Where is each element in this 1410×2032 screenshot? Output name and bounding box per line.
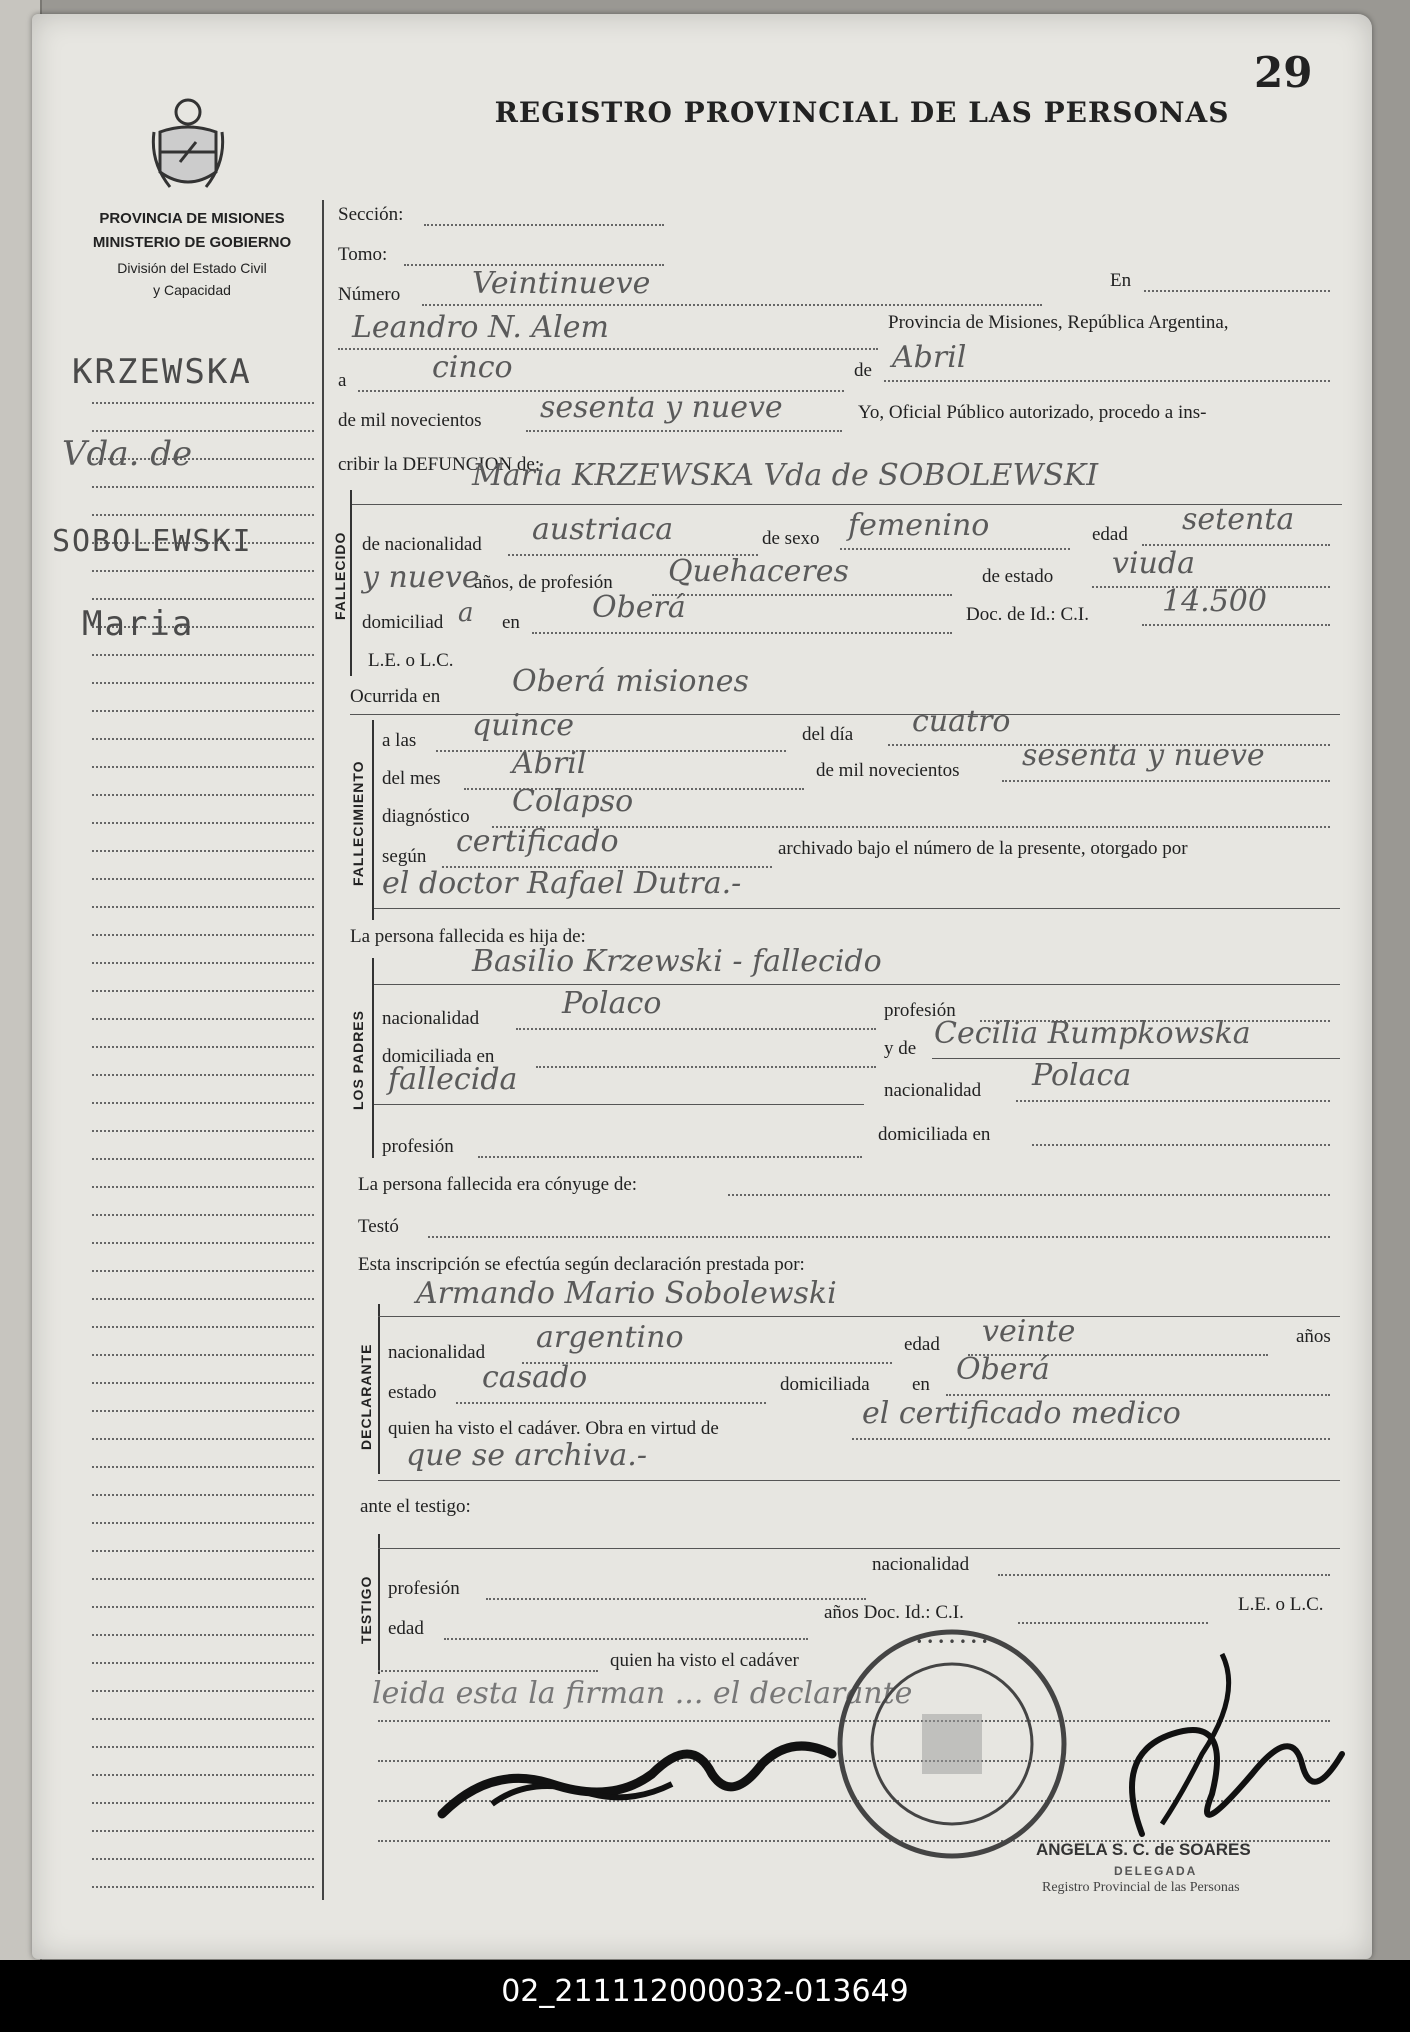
- quien-visto-label: quien ha visto el cadáver. Obra en virtud de: [388, 1418, 719, 1439]
- decl-en-label: en: [912, 1374, 930, 1395]
- virtud-value: el certificado medico: [862, 1396, 1181, 1431]
- testigo-edad-line: [444, 1638, 808, 1640]
- side-label-fallecimiento: FALLECIMIENTO: [350, 760, 366, 886]
- testigo-bracket: [378, 1534, 380, 1674]
- sexo-value: femenino: [848, 508, 990, 543]
- margin-rule-line: [92, 1774, 314, 1776]
- lugar-value: Leandro N. Alem: [352, 310, 609, 345]
- numero-label: Número: [338, 284, 401, 305]
- margin-rule-line: [92, 738, 314, 740]
- padre-dom-label: domiciliada en: [382, 1046, 495, 1067]
- margin-rule-line: [92, 878, 314, 880]
- del-dia-label: del día: [802, 724, 854, 745]
- archivado-label: archivado bajo el número de la presente, otorgado por: [778, 838, 1188, 859]
- margin-rule-line: [92, 1718, 314, 1720]
- dia-f-value: cuatro: [912, 704, 1011, 739]
- provincia-label: Provincia de Misiones, República Argentina,: [888, 312, 1229, 333]
- madre-prof-label: profesión: [382, 1136, 454, 1157]
- tomo-label: Tomo:: [338, 244, 388, 265]
- testo-label: Testó: [358, 1216, 399, 1237]
- margin-note-second-surname: SOBOLEWSKI: [52, 524, 253, 559]
- padre-line: [374, 984, 1340, 985]
- edad-b-value: y nueve: [362, 560, 480, 595]
- testigo-nac-line: [998, 1574, 1330, 1576]
- edad-a-value: setenta: [1182, 502, 1295, 537]
- domiciliad-suffix: a: [458, 598, 474, 628]
- domiciliad-label: domiciliad: [362, 612, 444, 633]
- madre-line: [932, 1058, 1340, 1059]
- edad-label: edad: [1092, 524, 1128, 545]
- oficial-label: Yo, Oficial Público autorizado, procedo a ins-: [858, 402, 1207, 423]
- side-label-padres: LOS PADRES: [350, 1010, 366, 1110]
- dia-value: cinco: [432, 350, 513, 385]
- official-seal-icon: [832, 1624, 1072, 1864]
- coat-of-arms-icon: [150, 92, 226, 202]
- stamp-name: ANGELA S. C. de SOARES: [1036, 1840, 1251, 1859]
- margin-rule-line: [92, 514, 314, 516]
- anio-f-value: sesenta y nueve: [1022, 738, 1265, 773]
- estado-value: viuda: [1112, 546, 1195, 581]
- domicilio-en-label: en: [502, 612, 520, 633]
- decl-dom-value: Oberá: [956, 1352, 1050, 1387]
- madre-prof-line: [478, 1156, 862, 1158]
- mes-f-value: Abril: [512, 746, 587, 781]
- margin-rule-line: [92, 1550, 314, 1552]
- margin-divider: [322, 200, 324, 1900]
- cierre-value: leida esta la firman ... el declarante: [372, 1676, 913, 1711]
- margin-rule-line: [92, 850, 314, 852]
- padre-dom-line: [536, 1066, 876, 1068]
- margin-rule-line: [92, 654, 314, 656]
- diagnostico-value: Colapso: [512, 784, 634, 819]
- margin-rule-line: [92, 1214, 314, 1216]
- conyuge-label: La persona fallecida era cónyuge de:: [358, 1174, 638, 1195]
- testigo-lelc-label: L.E. o L.C.: [1238, 1594, 1324, 1615]
- madre-dom-line: [374, 1104, 864, 1105]
- margin-rule-line: [92, 1830, 314, 1832]
- margin-rule-line: [92, 1522, 314, 1524]
- profesion-value: Quehaceres: [668, 554, 849, 589]
- madre-nac-line: [1016, 1100, 1330, 1102]
- margin-rule-line: [92, 1186, 314, 1188]
- margin-rule-line: [92, 1886, 314, 1888]
- doc-id-label: Doc. de Id.: C.I.: [966, 604, 1089, 625]
- margin-rule-line: [92, 990, 314, 992]
- a-las-label: a las: [382, 730, 417, 751]
- lugar-line: [338, 348, 878, 350]
- numero-line: [422, 304, 1042, 306]
- de-label: de: [854, 360, 872, 381]
- margin-rule-line: [92, 1270, 314, 1272]
- madre-nac-value: Polaca: [1032, 1058, 1132, 1093]
- nacionalidad-value: austriaca: [532, 512, 674, 547]
- page-title: REGISTRO PROVINCIAL DE LAS PERSONAS: [494, 96, 1230, 129]
- margin-rule-line: [92, 486, 314, 488]
- sexo-line: [840, 548, 1070, 550]
- margin-rule-line: [92, 1130, 314, 1132]
- margin-rule-line: [92, 1018, 314, 1020]
- padre-prof-label: profesión: [884, 1000, 956, 1021]
- testigo-prof-line: [486, 1598, 866, 1600]
- margin-rule-line: [92, 1746, 314, 1748]
- margin-rule-line: [92, 1494, 314, 1496]
- hora-line: [436, 750, 786, 752]
- margin-rule-line: [92, 766, 314, 768]
- side-label-testigo: TESTIGO: [358, 1575, 374, 1644]
- numero-value: Veintinueve: [472, 266, 651, 301]
- quien-visto2-label: quien ha visto el cadáver: [610, 1650, 799, 1671]
- inscripcion-label: Esta inscripción se efectúa según declaración prestada por:: [358, 1254, 805, 1275]
- anio-value: sesenta y nueve: [540, 390, 783, 425]
- margin-rule-line: [92, 402, 314, 404]
- margin-rule-line: [92, 1354, 314, 1356]
- margin-rule-line: [92, 906, 314, 908]
- virtud2-line: [378, 1480, 1340, 1481]
- image-id: 02_211112000032-013649: [501, 1974, 909, 2009]
- decl-estado-label: estado: [388, 1382, 437, 1403]
- en-line: [1144, 290, 1330, 292]
- madre-value: Cecilia Rumpkowska: [934, 1016, 1251, 1051]
- declarante-value: Armando Mario Sobolewski: [416, 1276, 837, 1311]
- de-mil-label: de mil novecientos: [338, 410, 482, 431]
- medico-value: el doctor Rafael Dutra.-: [382, 866, 742, 901]
- padres-bracket: [372, 958, 374, 1158]
- nombre-value: Maria KRZEWSKA Vda de SOBOLEWSKI: [472, 458, 1099, 493]
- margin-rule-line: [92, 1382, 314, 1384]
- margin-rule-line: [92, 1662, 314, 1664]
- issuer-line1: PROVINCIA DE MISIONES: [99, 210, 285, 227]
- domicilio-line: [532, 632, 952, 634]
- declarante-line: [378, 1316, 1340, 1317]
- side-label-fallecido: FALLECIDO: [332, 531, 348, 620]
- decl-edad-label: edad: [904, 1334, 940, 1355]
- margin-note-vda: Vda. de: [62, 434, 193, 474]
- margin-rule-line: [92, 1690, 314, 1692]
- fallecimiento-bracket: [372, 720, 374, 920]
- decl-dom-label: domiciliada: [780, 1374, 870, 1395]
- margin-rule-line: [92, 1326, 314, 1328]
- margin-rule-line: [92, 1298, 314, 1300]
- padre-nac-line: [516, 1028, 876, 1030]
- svg-text:• • • • • • • • •: • • • • • • • • •: [904, 1635, 1000, 1649]
- issuer-line3: División del Estado Civil: [117, 260, 267, 276]
- a-label: a: [338, 370, 347, 391]
- margin-rule-line: [92, 1634, 314, 1636]
- ante-testigo-label: ante el testigo:: [360, 1496, 471, 1517]
- official-signature-icon: [1092, 1634, 1352, 1864]
- testigo-anos-label: años Doc. Id.: C.I.: [824, 1602, 964, 1623]
- madre-dom-label: domiciliada en: [878, 1124, 991, 1145]
- del-mes-label: del mes: [382, 768, 441, 789]
- mes-line: [884, 380, 1330, 382]
- padre-value: Basilio Krzewski - fallecido: [472, 944, 882, 979]
- ci-line: [1142, 624, 1330, 626]
- y-de-label: y de: [884, 1038, 917, 1059]
- margin-rule-line: [92, 1858, 314, 1860]
- issuer-line2: MINISTERIO DE GOBIERNO: [92, 234, 292, 251]
- testigo-edad-label: edad: [388, 1618, 424, 1639]
- declarant-signature-icon: [432, 1704, 852, 1834]
- margin-rule-line: [92, 430, 314, 432]
- estado-label: de estado: [982, 566, 1054, 587]
- de-mil-f-label: de mil novecientos: [816, 760, 960, 781]
- decl-anos-label: años: [1296, 1326, 1331, 1347]
- decl-estado-value: casado: [482, 1360, 588, 1395]
- margin-rule-line: [92, 1578, 314, 1580]
- medico-line: [374, 908, 1340, 909]
- en-label: En: [1110, 270, 1132, 291]
- profesion-line: [652, 594, 952, 596]
- margin-rule-line: [92, 1606, 314, 1608]
- margin-rule-line: [92, 682, 314, 684]
- margin-note-name: Maria: [82, 604, 195, 644]
- anio-line: [526, 430, 842, 432]
- padre-nac-label: nacionalidad: [382, 1008, 480, 1029]
- ocurrida-label: Ocurrida en: [350, 686, 441, 707]
- declarante-bracket: [378, 1304, 380, 1474]
- issuer-line4: y Capacidad: [153, 282, 231, 298]
- margin-rule-line: [92, 598, 314, 600]
- testigo-prof-label: profesión: [388, 1578, 460, 1599]
- document-page: [32, 14, 1372, 1959]
- decl-estado-line: [456, 1402, 766, 1404]
- margin-rule-line: [92, 962, 314, 964]
- nacionalidad-label: de nacionalidad: [362, 534, 482, 555]
- decl-edad-value: veinte: [982, 1314, 1076, 1349]
- padre-nac-value: Polaco: [562, 986, 662, 1021]
- margin-rule-line: [92, 1802, 314, 1804]
- stamp-registry: Registro Provincial de las Personas: [1042, 1880, 1240, 1895]
- margin-rule-line: [92, 710, 314, 712]
- fallecido-bracket: [350, 490, 352, 676]
- stamp-role: DELEGADA: [1114, 1864, 1198, 1878]
- margin-rule-line: [92, 570, 314, 572]
- seccion-line: [424, 224, 664, 226]
- margin-rule-line: [92, 1074, 314, 1076]
- anio-f-line: [1002, 780, 1330, 782]
- margin-rule-line: [92, 1242, 314, 1244]
- margin-rule-line: [92, 1158, 314, 1160]
- decl-nac-label: nacionalidad: [388, 1342, 486, 1363]
- virtud-line: [852, 1438, 1330, 1440]
- page-number: 29: [1254, 48, 1313, 97]
- testigo-name-line: [378, 1548, 1340, 1549]
- margin-rule-line: [92, 934, 314, 936]
- testigo-extra-line: [378, 1670, 598, 1672]
- domicilio-value: Oberá: [592, 590, 686, 625]
- madre-nac-label: nacionalidad: [884, 1080, 982, 1101]
- mes-value: Abril: [892, 340, 967, 375]
- testo-line: [428, 1236, 1330, 1238]
- margin-rule-line: [92, 822, 314, 824]
- segun-label: según: [382, 846, 427, 867]
- ci-value: 14.500: [1162, 584, 1267, 619]
- hija-de-label: La persona fallecida es hija de:: [350, 926, 586, 947]
- decl-nac-value: argentino: [536, 1320, 684, 1355]
- margin-rule-line: [92, 1438, 314, 1440]
- margin-rule-line: [92, 794, 314, 796]
- testigo-nac-label: nacionalidad: [872, 1554, 970, 1575]
- margin-rule-line: [92, 1046, 314, 1048]
- virtud2-value: que se archiva.-: [406, 1438, 647, 1473]
- margin-rule-line: [92, 1466, 314, 1468]
- seccion-label: Sección:: [338, 204, 404, 225]
- hora-value: quince: [472, 708, 574, 743]
- segun-value: certificado: [456, 824, 619, 859]
- cribir-label: cribir la DEFUNCION de:: [338, 454, 541, 475]
- margin-rule-line: [92, 1102, 314, 1104]
- le-lc-label: L.E. o L.C.: [368, 650, 454, 671]
- margin-rule-line: [92, 1410, 314, 1412]
- conyuge-line: [728, 1194, 1330, 1196]
- profesion-label: años, de profesión: [474, 572, 613, 593]
- madre-dom-value: fallecida: [388, 1062, 518, 1097]
- ocurrida-value: Oberá misiones: [512, 664, 749, 699]
- sexo-label: de sexo: [762, 528, 820, 549]
- diagnostico-label: diagnóstico: [382, 806, 470, 827]
- madre-dom2-line: [1032, 1144, 1330, 1146]
- side-label-declarante: DECLARANTE: [358, 1343, 374, 1450]
- margin-note-surname: KRZEWSKA: [72, 352, 252, 392]
